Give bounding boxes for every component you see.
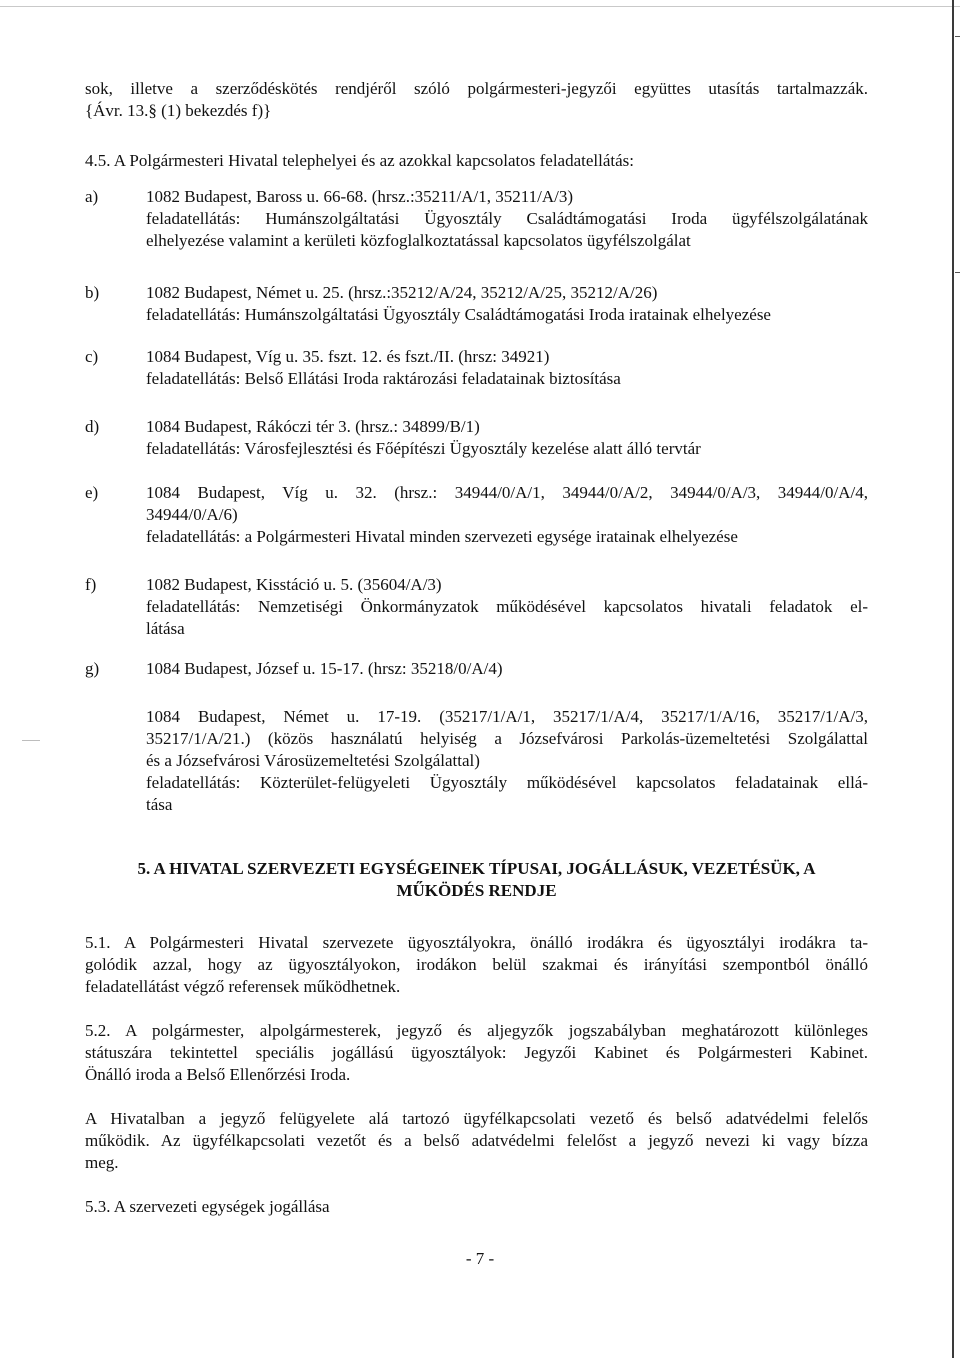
list-item-label: e)	[85, 483, 99, 502]
paragraph-line: működik. Az ügyfélkapcsolati vezetőt és a belső adatvédelmi felelőst a jegyző nevezi ki vagy bízza	[85, 1131, 868, 1150]
paragraph-line: 5.1. A Polgármesteri Hivatal szervezete ügyosztályokra, önálló irodákra és ügyosztályi irodákra ta-	[85, 933, 868, 952]
list-item-body	[146, 658, 868, 680]
task-line: feladatellátás: a Polgármesteri Hivatal minden szervezeti egysége iratainak elhelyezése	[146, 527, 738, 546]
intro-paragraph	[85, 78, 868, 122]
paragraph-line: A Hivatalban a jegyző felügyelete alá tartozó ügyfélkapcsolati vezető és belső adatvédelmi felelős	[85, 1109, 868, 1128]
address-line: 1082 Budapest, Német u. 25. (hrsz.:35212/A/24, 35212/A/25, 35212/A/26)	[146, 283, 658, 302]
task-line: elhelyezése valamint a kerületi közfoglalkoztatással kapcsolatos ügyfélszolgálat	[146, 231, 691, 250]
task-line: feladatellátás: Nemzetiségi Önkormányzatok működésével kapcsolatos hivatali feladatok el-	[146, 597, 868, 616]
address-line: 34944/0/A/6)	[146, 505, 238, 524]
address-line: 1084 Budapest, Rákóczi tér 3. (hrsz.: 34899/B/1)	[146, 417, 480, 436]
paragraph-line: státuszára tekintettel speciális jogállású ügyosztályok: Jegyzői Kabinet és Polgármesteri Kabinet.	[85, 1043, 868, 1062]
list-item-label: b)	[85, 283, 100, 302]
address-line: 35217/1/A/21.) (közös használatú helyiség a Józsefvárosi Parkolás-üzemeltetési Szolgálattal	[146, 729, 868, 748]
address-line: 1082 Budapest, Kisstáció u. 5. (35604/A/3)	[146, 575, 442, 594]
section-4-5-title: 4.5. A Polgármesteri Hivatal telephelyei és az azokkal kapcsolatos feladatellátás:	[85, 151, 634, 170]
task-line: feladatellátás: Humánszolgáltatási Ügyosztály Családtámogatási Iroda iratainak elhelyezése	[146, 305, 771, 324]
scan-artifact-mark	[955, 272, 960, 273]
list-item-body	[146, 346, 868, 390]
address-line: 1082 Budapest, Baross u. 66-68. (hrsz.:35211/A/1, 35211/A/3)	[146, 187, 574, 206]
list-item-body	[146, 706, 868, 816]
list-item-body	[146, 186, 868, 252]
paragraph-5-2	[85, 1020, 868, 1086]
scan-artifact-right-edge	[952, 0, 954, 1358]
scan-artifact-mark	[955, 36, 960, 37]
paragraph-hivatal	[85, 1108, 868, 1174]
task-line: feladatellátás: Belső Ellátási Iroda raktározási feladatainak biztosítása	[146, 369, 621, 388]
address-line: 1084 Budapest, József u. 15-17. (hrsz: 35218/0/A/4)	[146, 659, 503, 678]
list-item-body	[146, 482, 868, 548]
task-line: feladatellátás: Városfejlesztési és Főépítészi Ügyosztály kezelése alatt álló tervtár	[146, 439, 701, 458]
scan-artifact-dash	[22, 740, 40, 741]
address-line: 1084 Budapest, Víg u. 32. (hrsz.: 34944/0/A/1, 34944/0/A/2, 34944/0/A/3, 34944/0/A/4,	[146, 483, 868, 502]
list-item-label: f)	[85, 575, 97, 594]
heading-line-1: 5. A HIVATAL SZERVEZETI EGYSÉGEINEK TÍPUSAI, JOGÁLLÁSUK, VEZETÉSÜK, A	[137, 859, 816, 878]
paragraph-5-1	[85, 932, 868, 998]
task-line: feladatellátás: Humánszolgáltatási Ügyosztály Családtámogatási Iroda ügyfélszolgálatának	[146, 209, 868, 228]
paragraph-line: golódik azzal, hogy az ügyosztályokon, irodákon belül szakmai és irányítási szempontból önálló	[85, 955, 868, 974]
paragraph-5-3: 5.3. A szervezeti egységek jogállása	[85, 1197, 330, 1216]
heading-line-2: MŰKÖDÉS RENDJE	[396, 881, 557, 900]
list-item-label: d)	[85, 417, 100, 436]
page-number: - 7 -	[465, 1249, 495, 1268]
paragraph-line: 5.2. A polgármester, alpolgármesterek, jegyző és aljegyzők jogszabályban meghatározott különleges	[85, 1021, 868, 1040]
paragraph-line: feladatellátást végző referensek működhetnek.	[85, 977, 401, 996]
address-line: 1084 Budapest, Német u. 17-19. (35217/1/A/1, 35217/1/A/4, 35217/1/A/16, 35217/1/A/3,	[146, 707, 868, 726]
task-line: tása	[146, 795, 173, 814]
list-item-label: c)	[85, 347, 99, 366]
list-item-label: a)	[85, 187, 99, 206]
scan-artifact-top	[0, 6, 960, 7]
list-item-label: g)	[85, 659, 100, 678]
task-line: látása	[146, 619, 185, 638]
paragraph-line: Önálló iroda a Belső Ellenőrzési Iroda.	[85, 1065, 351, 1084]
list-item-body	[146, 416, 868, 460]
address-line: 1084 Budapest, Víg u. 35. fszt. 12. és fszt./II. (hrsz: 34921)	[146, 347, 550, 366]
section-5-heading	[85, 858, 868, 902]
list-item-body	[146, 574, 868, 640]
intro-line-2: {Ávr. 13.§ (1) bekezdés f)}	[85, 101, 272, 120]
address-line: és a Józsefvárosi Városüzemeltetési Szolgálattal)	[146, 751, 480, 770]
list-item-body	[146, 282, 868, 326]
task-line: feladatellátás: Közterület-felügyeleti Ügyosztály működésével kapcsolatos feladatainak ellá-	[146, 773, 868, 792]
intro-line-1: sok, illetve a szerződéskötés rendjéről szóló polgármesteri-jegyzői együttes utasítás tartalmazzák.	[85, 79, 868, 98]
paragraph-line: meg.	[85, 1153, 119, 1172]
